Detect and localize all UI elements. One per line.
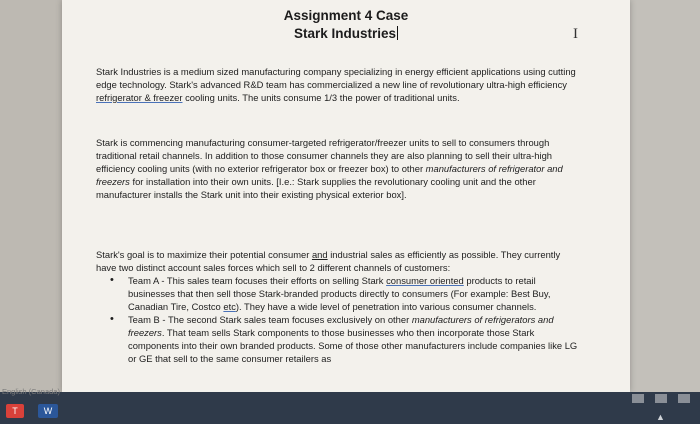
bullet-team-b xyxy=(106,313,582,365)
paragraph-intro-text-1: Stark Industries is a medium sized manufacturing company specializing in energy efficient applications using cutting edge technology. Stark's advanced R&D team has commercialized a new line of revolutionary ultra-high efficiency xyxy=(96,66,576,90)
bullet-team-b-text-1: Team B - The second Stark sales team focuses exclusively on other xyxy=(128,314,412,325)
left-workspace-margin xyxy=(0,0,62,392)
doc-subtitle-text: Stark Industries xyxy=(293,26,397,41)
right-workspace-margin xyxy=(630,0,700,392)
bullet-team-b-italic: manufacturers of refrigerators and freezers xyxy=(128,314,554,338)
paragraph-commencing-text-1: Stark is commencing manufacturing consumer-targeted refrigerator/freezer units to sell to consumers through traditional retail channels. In addition to those consumer channels they are also planning to sell their ultra-high efficiency cooling units (with no exterior refrigerator box or freezer box) to other xyxy=(96,137,553,174)
doc-title: Assignment 4 Case xyxy=(283,8,409,23)
bullet-team-a-text-3: ). They have a wide level of penetration into various consumer channels. xyxy=(235,301,537,312)
paragraph-goal-text-2: industrial sales as efficiently as possible. They currently have two distinct account sales forces which sell to 2 different channels of customers: xyxy=(96,249,561,273)
paragraph-goal-underlined: and xyxy=(311,249,328,260)
web-layout-view-icon[interactable] xyxy=(678,394,690,403)
paragraph-commencing xyxy=(96,136,582,201)
bullet-team-a-underlined-2: etc xyxy=(223,301,236,312)
paragraph-commencing-text-2: for installation into their own units. [I.e.: Stark supplies the revolutionary cooling unit and the other manufacturer installs the Stark unit into their existing physical exterior box]. xyxy=(96,176,536,200)
taskbar-app-icon[interactable]: T xyxy=(6,404,24,418)
bullet-team-b-text-2: . That team sells Stark components to those businesses who then incorporate those Stark components into their own branded products. Some of those other manufacturers include companies like LG or GE that sell to the same consumer retailers as xyxy=(128,327,578,364)
paragraph-goal xyxy=(96,248,582,365)
word-taskbar-icon[interactable]: W xyxy=(38,404,58,418)
print-layout-view-icon[interactable] xyxy=(655,394,667,403)
language-indicator[interactable]: English (Canada) xyxy=(2,387,60,396)
doc-subtitle xyxy=(62,26,630,41)
document-page[interactable] xyxy=(62,0,630,392)
paragraph-goal-text-1: Stark's goal is to maximize their potential consumer xyxy=(96,249,312,260)
bullet-team-a-text-1: Team A - This sales team focuses their efforts on selling Stark xyxy=(128,275,387,286)
paragraph-commencing-italic: manufacturers of refrigerator and freezers xyxy=(96,163,563,187)
paragraph-intro-text-2: cooling units. The units consume 1/3 the power of traditional units. xyxy=(182,92,460,103)
paragraph-intro-underlined: refrigerator & freezer xyxy=(96,92,183,103)
ibeam-cursor-icon: I xyxy=(573,26,578,42)
system-tray-arrow-icon[interactable]: ▲ xyxy=(656,412,665,422)
paragraph-intro xyxy=(96,65,582,104)
read-mode-view-icon[interactable] xyxy=(632,394,644,403)
status-bar xyxy=(0,392,700,424)
bullet-team-a-text-2: products to retail businesses that then sell those Stark-branded products directly to consumers (For example: Best Buy, Canadian Tire, Costco xyxy=(128,275,551,312)
bullet-team-a-underlined-1: consumer oriented xyxy=(386,275,464,286)
team-bullet-list xyxy=(96,274,582,365)
paragraph-goal-intro xyxy=(96,248,582,274)
bullet-team-a xyxy=(106,274,582,313)
text-caret xyxy=(397,26,398,40)
